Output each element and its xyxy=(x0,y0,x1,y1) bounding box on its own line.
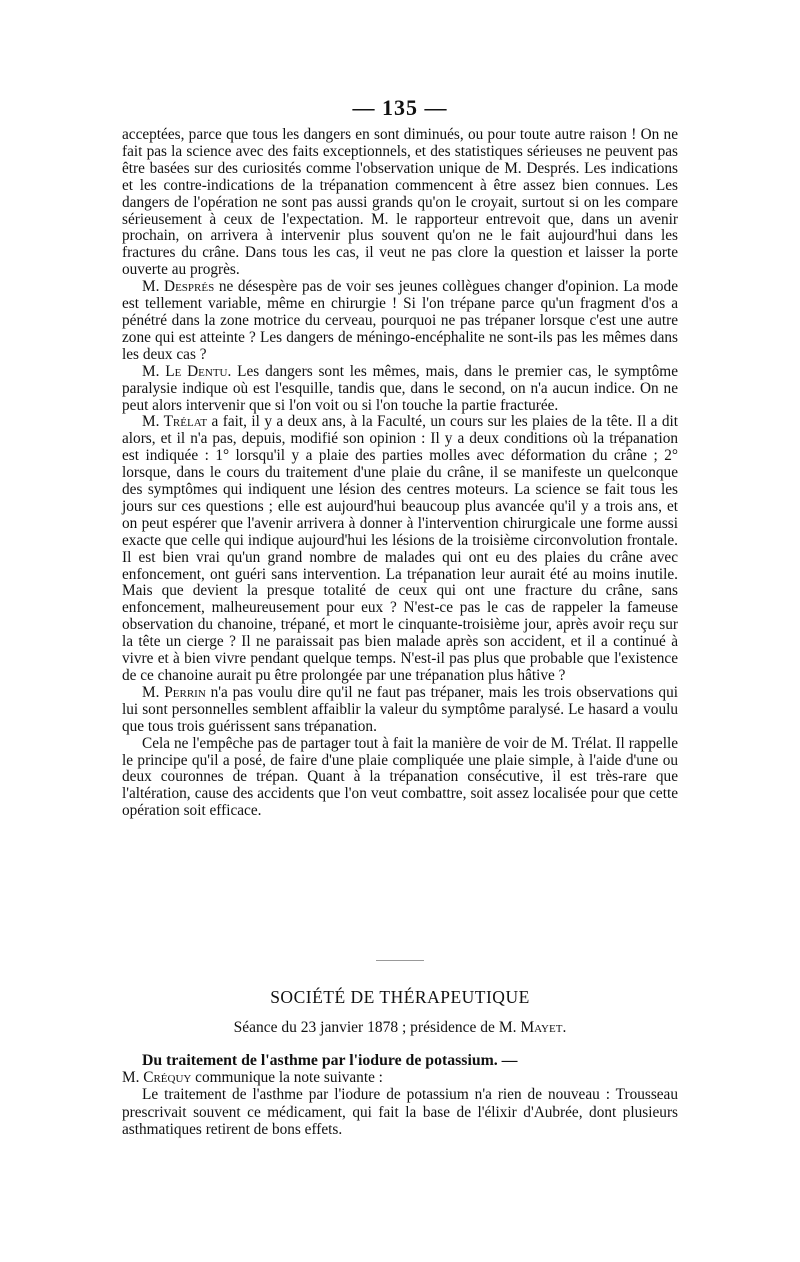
speech-trelat: a fait, il y a deux ans, à la Faculté, un cours sur les plaies de la tête. Il a dit alors, et il n'a pas, depuis, modifié son opinion : Il y a deux conditions où la trépanation est indiquée : 1° lorsqu'il y a plaie des parties molles avec déformation du crâne ; 2° lorsque, dans le cours du traitement d'une plaie du crâne, il se manifeste un quelconque des symptômes qui indiquent une lésion des centres moteurs. La science se fait tous les jours sur ces questions ; elle est aujourd'hui beaucoup plus avancée qu'il y a trois ans, et on peut espérer que l'avenir arrivera à donner à l'intervention chirurgicale une forme aussi exacte que celle qui indique aujourd'hui les lésions de la troisième circonvolution frontale. Il est bien vrai qu'un grand nombre de malades qui ont eu des plaies du crâne avec enfoncement, ont guéri sans intervention. La trépanation leur aurait été au moins inutile. Mais que devient la presque totalité de ceux qui ont une fracture du crâne, sans enfoncement, malheureusement pour eux ? N'est-ce pas le cas de rappeler la fameuse observation du chanoine, trépané, et mort le cinquante-troisième jour, après avoir reçu sur la tête un cierge ? Il ne paraissait pas bien malade après son accident, et il a continué à vivre et à bien vivre pendant quelque temps. N'est-il pas plus que probable que l'existence de ce chanoine aurait pu être prolongée par une trépanation plus hâtive ? xyxy=(122,413,678,684)
session-line xyxy=(0,1019,800,1037)
session-president: M. Mayet. xyxy=(498,1019,567,1036)
section-title: SOCIÉTÉ DE THÉRAPEUTIQUE xyxy=(270,987,530,1007)
paragraph-ledentu xyxy=(122,364,678,415)
discussion-text xyxy=(122,127,678,820)
article-body: Le traitement de l'asthme par l'iodure de potassium n'a rien de nouveau : Trousseau prescrivait souvent ce médicament, qui fait la base de l'élixir d'Aubrée, dont plusieurs asthmatiques retirent de bons effets. xyxy=(122,1086,678,1138)
speech-despres: ne désespère pas de voir ses jeunes collègues changer d'opinion. La mode est tellement variable, même en chirurgie ! Si l'on trépane parce qu'un fragment d'os a pénétré dans la zone motrice du cerveau, pourquoi ne pas trépaner lorsque c'est une autre zone qui est atteinte ? Les dangers de méningo-encéphalite ne sont-ils pas les mêmes dans les deux cas ? xyxy=(122,278,678,363)
article-intro xyxy=(122,1069,678,1086)
article-text xyxy=(122,1052,678,1138)
speech-ledentu: Les dangers sont les mêmes, mais, dans le premier cas, le symptôme paralysie indique où est l'esquille, tandis que, dans le second, on n'a aucun indice. On ne peut alors intervenir que si l'on voit ou si l'on touche la partie fracturée. xyxy=(122,362,678,414)
article-speaker: M. Créquy xyxy=(122,1069,192,1087)
paragraph-trelat xyxy=(122,414,678,685)
paragraph-continuation: acceptées, parce que tous les dangers en sont diminués, ou pour toute autre raison ! On ne fait pas la science avec des faits exceptionnels, et des statistiques sérieuses ne peuvent pas être basées sur des curiosités comme l'observation unique de M. Després. Les indications et les contre-indications de la trépanation commencent à être assez bien connues. Les dangers de l'opération ne sont pas aussi grands qu'on le croyait, surtout si on les compare sérieusement à ceux de l'expectation. M. le rapporteur entrevoit que, dans un avenir prochain, on arrivera à intervenir plus souvent qu'on ne le fait aujourd'hui dans les fractures du crâne. Dans tous les cas, il veut ne pas clore la question et laisser la porte ouverte au progrès. xyxy=(122,126,678,279)
paragraph-closing: Cela ne l'empêche pas de partager tout à fait la manière de voir de M. Trélat. Il rappelle le principe qu'il a posé, de faire d'une plaie compliquée une plaie simple, à l'aide d'une ou deux couronnes de trépan. Quant à la trépanation consécutive, il est très-rare que l'altération, cause des accidents que l'on veut combattre, soit assez localisée pour que cette opération soit efficace. xyxy=(122,734,678,820)
page-number: — 135 — xyxy=(352,95,448,120)
speaker-ledentu: M. Le Dentu. xyxy=(142,362,232,380)
speaker-perrin: M. Perrin xyxy=(142,683,206,701)
paragraph-perrin xyxy=(122,685,678,736)
session-prefix: Séance du 23 janvier 1878 ; présidence de xyxy=(233,1019,499,1036)
article-intro-text: communique la note suivante : xyxy=(191,1069,383,1087)
speaker-trelat: M. Trélat xyxy=(142,413,208,431)
speaker-despres: M. Després xyxy=(142,278,215,296)
speech-perrin: n'a pas voulu dire qu'il ne faut pas trépaner, mais les trois observations qui lui sont personnelles semblent affaiblir la valeur du symptôme paralysé. Le hasard a voulu que tous trois guérissent sans trépanation. xyxy=(122,683,678,735)
section-divider xyxy=(376,960,424,961)
article-heading: Du traitement de l'asthme par l'iodure de potassium. — xyxy=(142,1052,518,1069)
paragraph-despres xyxy=(122,279,678,364)
